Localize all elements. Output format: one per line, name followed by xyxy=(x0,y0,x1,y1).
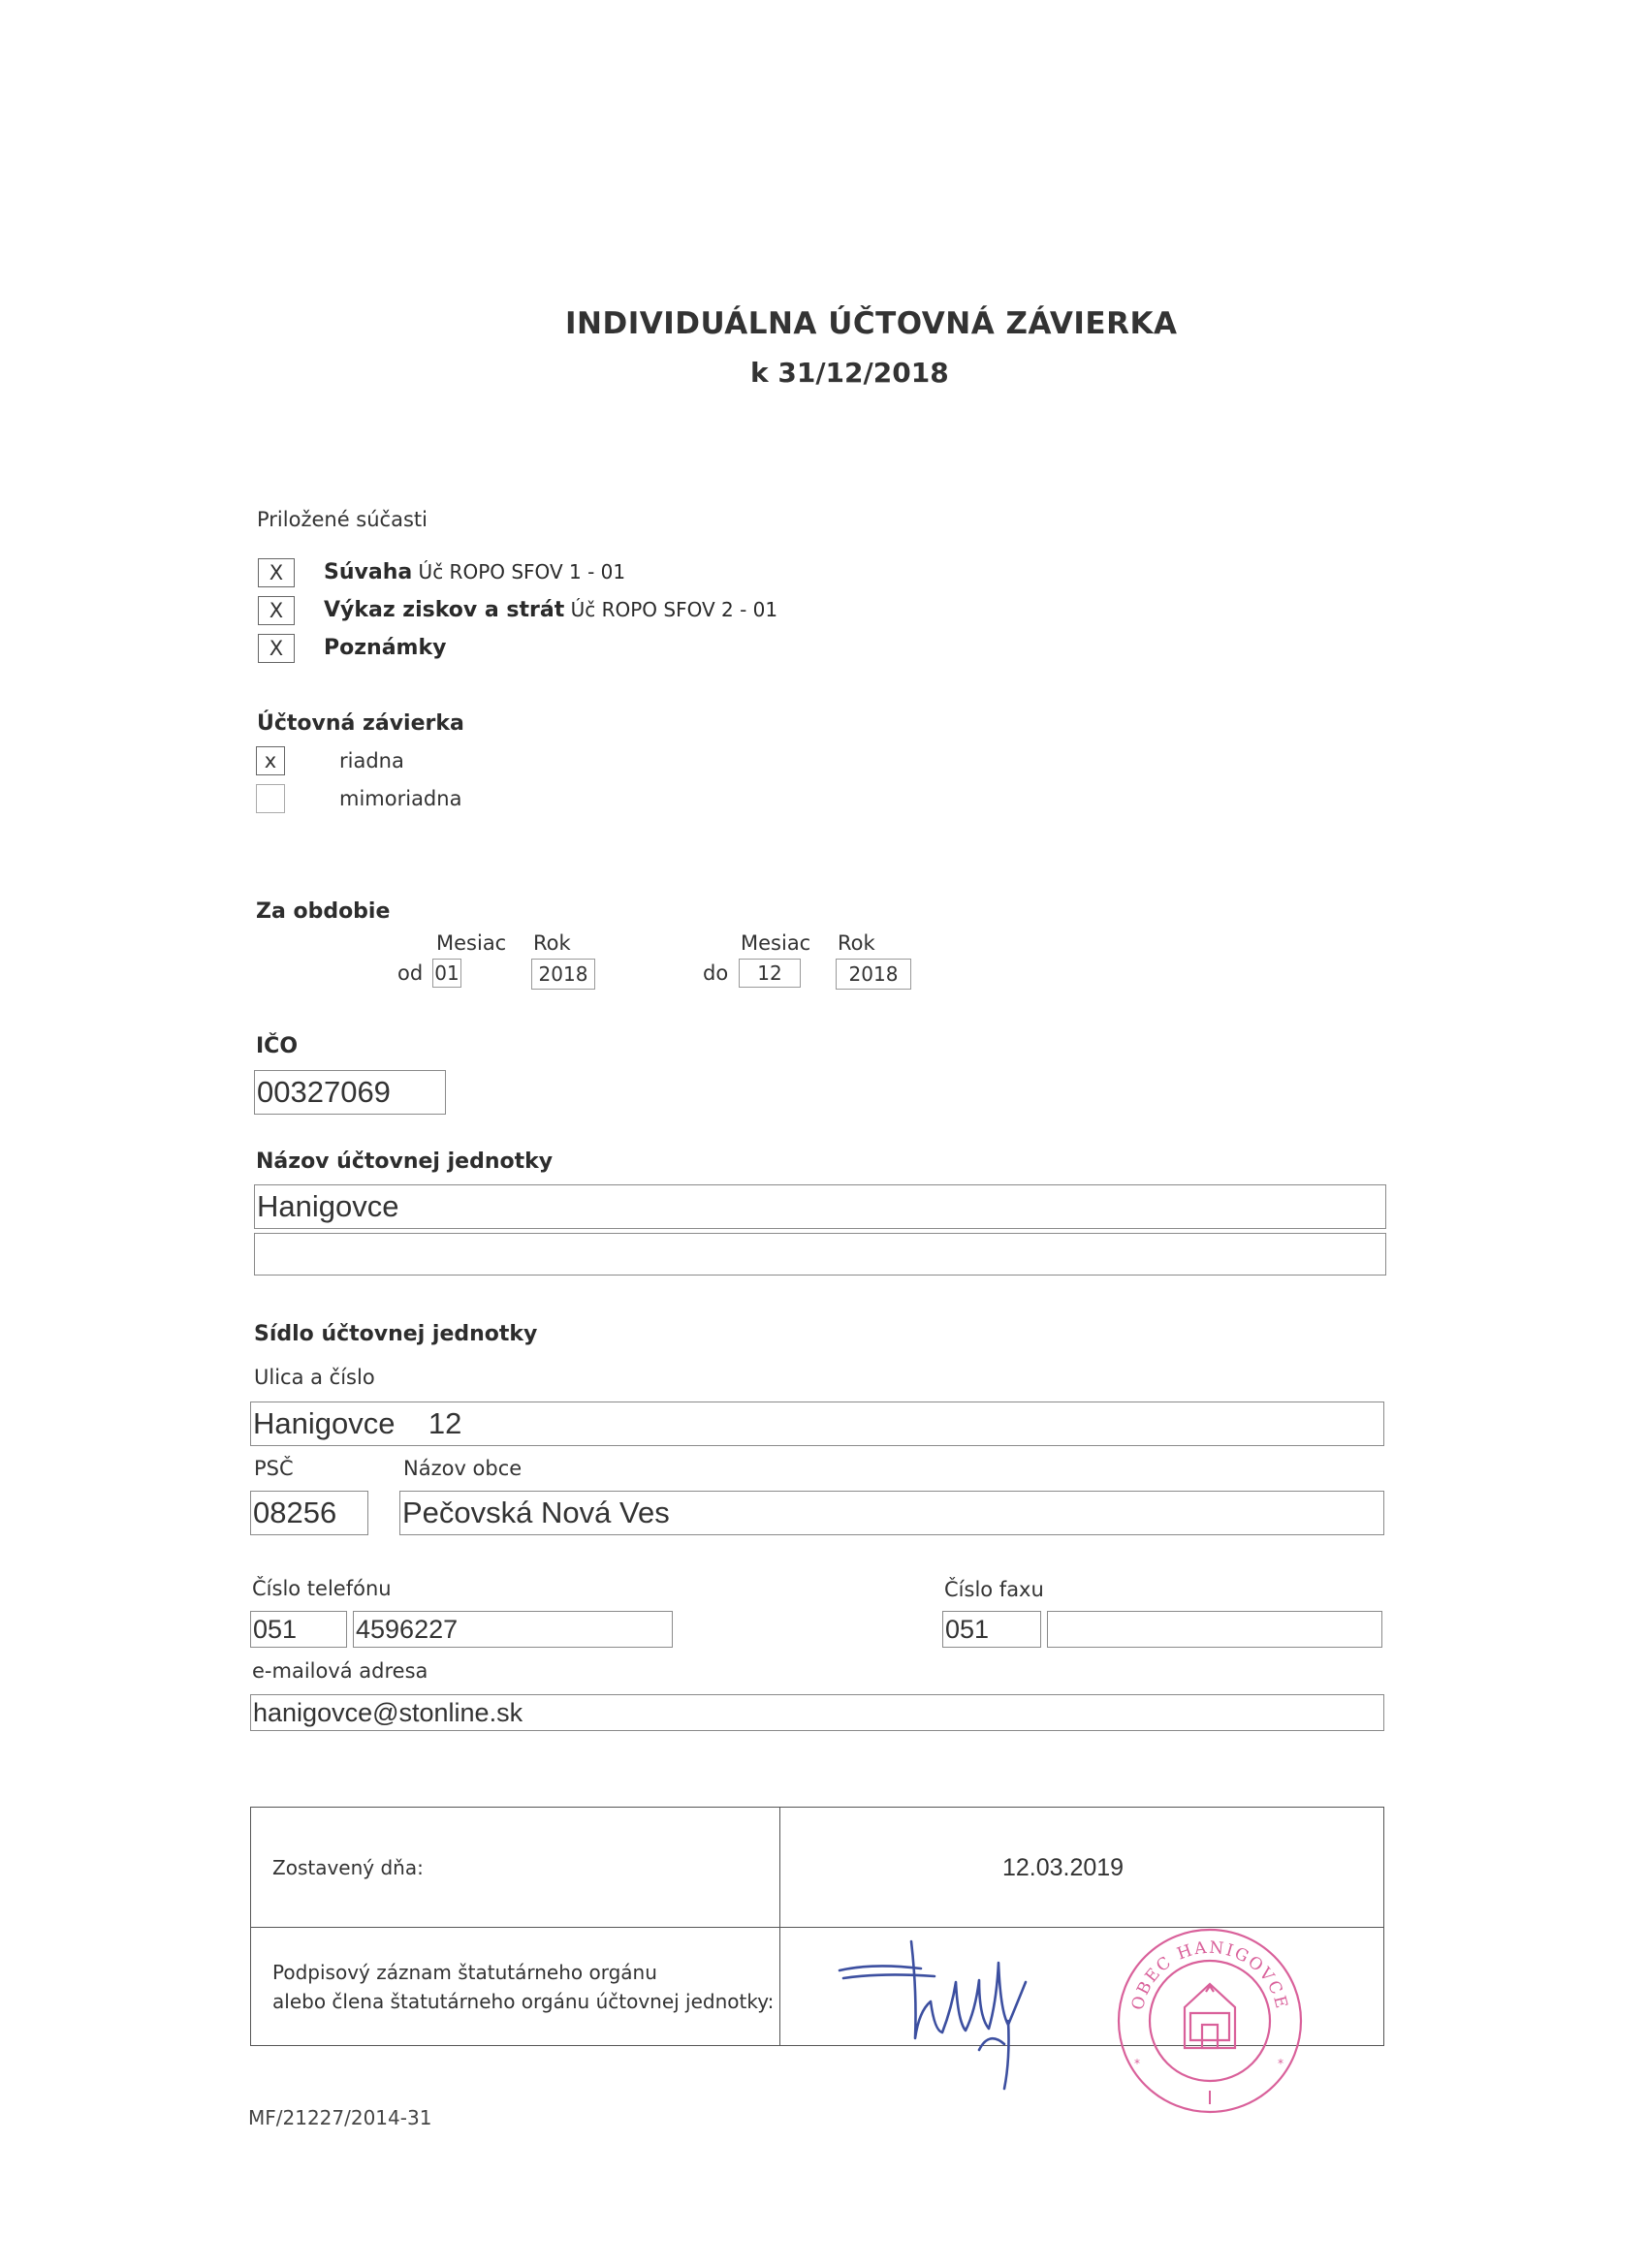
closing-label-riadna: riadna xyxy=(339,749,404,772)
entity-name-line1[interactable]: Hanigovce xyxy=(254,1184,1386,1229)
stamp-text: OBEC HANIGOVCE xyxy=(1127,1937,1292,2012)
fax-number-input[interactable] xyxy=(1047,1611,1382,1648)
period-from-month-label: Mesiac xyxy=(436,931,507,955)
town-input[interactable]: Pečovská Nová Ves xyxy=(399,1491,1384,1535)
attachment-bold-poznamky: Poznámky xyxy=(324,636,447,660)
ico-input[interactable]: 00327069 xyxy=(254,1070,446,1115)
closing-checkbox-riadna[interactable]: x xyxy=(256,746,285,775)
signature-label-line2: alebo člena štatutárneho orgánu účtovnej jednotky: xyxy=(272,1989,775,2013)
period-to-year-label: Rok xyxy=(838,931,875,955)
attachments-heading: Priložené súčasti xyxy=(257,508,428,531)
email-label: e-mailová adresa xyxy=(252,1659,428,1683)
phone-label: Číslo telefónu xyxy=(252,1577,392,1600)
psc-label: PSČ xyxy=(254,1457,294,1480)
ico-label: IČO xyxy=(256,1034,299,1058)
official-stamp xyxy=(1113,1924,1307,2118)
period-from-year-input[interactable]: 2018 xyxy=(531,959,595,990)
period-from-year-label: Rok xyxy=(533,931,571,955)
period-to-month-label: Mesiac xyxy=(741,931,811,955)
closing-type-heading: Účtovná závierka xyxy=(257,711,464,736)
street-label: Ulica a číslo xyxy=(254,1366,375,1389)
attachment-label-poznamky xyxy=(324,636,446,660)
period-from-label: od xyxy=(397,961,424,985)
svg-text:*: * xyxy=(1134,2057,1140,2070)
period-to-year-input[interactable]: 2018 xyxy=(836,959,911,990)
attachment-form-vykaz: Úč ROPO SFOV 2 - 01 xyxy=(564,598,778,621)
phone-number-input[interactable]: 4596227 xyxy=(353,1611,673,1648)
street-input[interactable]: Hanigovce 12 xyxy=(250,1402,1384,1446)
address-heading: Sídlo účtovnej jednotky xyxy=(254,1322,538,1346)
entity-name-label: Názov účtovnej jednotky xyxy=(256,1150,554,1174)
attachment-bold-vykaz: Výkaz ziskov a strát xyxy=(324,598,565,622)
psc-input[interactable]: 08256 xyxy=(250,1491,368,1535)
svg-text:*: * xyxy=(1278,2057,1284,2070)
email-input[interactable]: hanigovce@stonline.sk xyxy=(250,1694,1384,1731)
compiled-label: Zostavený dňa: xyxy=(251,1808,780,1928)
document-date: k 31/12/2018 xyxy=(750,357,949,389)
attachment-bold-suvaha: Súvaha xyxy=(324,560,413,584)
phone-prefix-input[interactable]: 051 xyxy=(250,1611,347,1648)
attachment-checkbox-poznamky[interactable]: X xyxy=(258,634,295,663)
compiled-date-cell xyxy=(780,1808,1384,1928)
closing-checkbox-mimoriadna[interactable] xyxy=(256,784,285,813)
attachment-checkbox-suvaha[interactable]: X xyxy=(258,558,295,587)
period-to-month-input[interactable]: 12 xyxy=(739,959,801,988)
compiled-date: 12.03.2019 xyxy=(1001,1854,1125,1881)
closing-label-mimoriadna: mimoriadna xyxy=(339,787,462,810)
attachment-checkbox-vykaz[interactable]: X xyxy=(258,596,295,625)
signature-label-cell xyxy=(251,1928,780,2046)
signature-label-line1: Podpisový záznam štatutárneho orgánu xyxy=(272,1960,657,1984)
period-from-month-input[interactable]: 01 xyxy=(432,959,461,988)
entity-name-line2[interactable] xyxy=(254,1233,1386,1276)
period-to-label: do xyxy=(703,961,729,985)
handwritten-signature xyxy=(834,1924,1057,2108)
attachment-label-vykaz xyxy=(324,598,777,622)
form-code: MF/21227/2014-31 xyxy=(248,2106,432,2129)
period-heading: Za obdobie xyxy=(256,899,391,924)
fax-label: Číslo faxu xyxy=(944,1578,1044,1601)
attachment-label-suvaha xyxy=(324,560,625,584)
fax-prefix-input[interactable]: 051 xyxy=(942,1611,1041,1648)
document-title: INDIVIDUÁLNA ÚČTOVNÁ ZÁVIERKA xyxy=(565,306,1178,341)
town-label: Názov obce xyxy=(403,1457,523,1480)
attachment-form-suvaha: Úč ROPO SFOV 1 - 01 xyxy=(412,560,626,583)
